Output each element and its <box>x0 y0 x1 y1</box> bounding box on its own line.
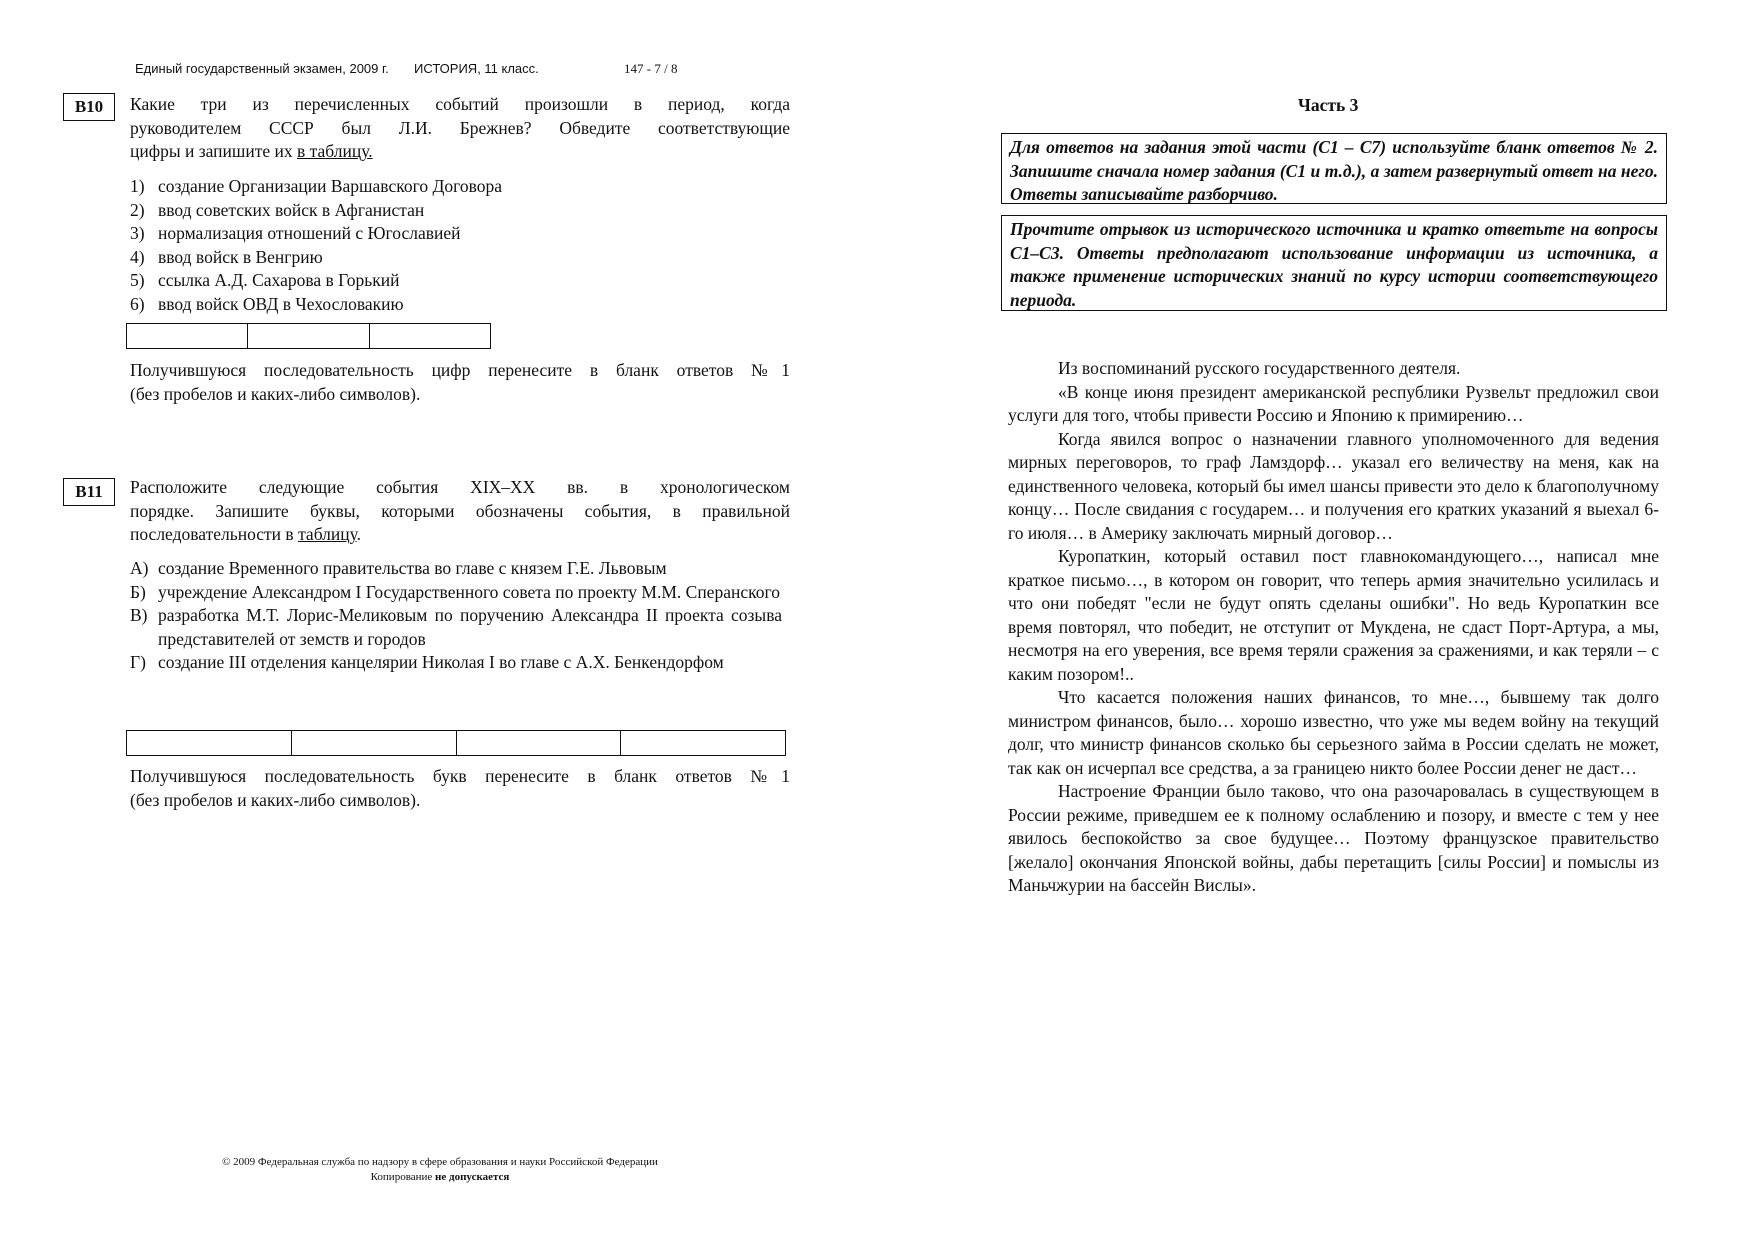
passage-paragraph: «В конце июня президент американской республики Рузвельт предложил свои услуги для того, чтобы привести Россию и Японию к примирению… <box>1008 381 1659 425</box>
answer-cell[interactable] <box>248 324 369 348</box>
option-text: создание Организации Варшавского Договора <box>158 176 503 196</box>
table-link: таблицу <box>298 524 357 544</box>
option-letter: Б) <box>130 581 146 602</box>
page-header <box>135 61 677 77</box>
question-label-b11: B11 <box>63 478 115 506</box>
passage-paragraph: Куропаткин, который оставил пост главнокомандующего…, написал мне краткое письмо…, в котором он говорит, что теперь армия значительно усилилась и что они победят "если не будут опять сделаны ошибки". Но ведь Куропаткин все время повторял, что победит, не отступит от Мукдена, не сдаст Порт-Артура, а мы, несмотря на его уверения, все время теряли сражения за сражениями, и как теряли – с каким позором!.. <box>1008 546 1659 684</box>
instruction-line: Получившуюся последовательность букв перенесите в бланк ответов №1 <box>130 766 790 786</box>
option-number: 5) <box>130 270 145 290</box>
question-b11-line: Расположите следующие события XIX–XX вв. в хронологическом <box>130 477 790 497</box>
question-b10-line: цифры и запишите их <box>130 141 297 161</box>
option-number: 1) <box>130 176 145 196</box>
option-item <box>130 581 782 605</box>
page-number: 147 - 7 / 8 <box>624 61 678 76</box>
copying-notice-text: Копирование <box>370 1171 436 1183</box>
passage-paragraph: Когда явился вопрос о назначении главного уполномоченного для ведения мирных переговоров, то граф Ламздорф… указал его величеству на меня, как на единственного человека, который бы имел шансы привести это дело к благополучному концу… После свидания с государем… и получения его кратких указаний я выехал 6-го июля… в Америку заключать мирный договор… <box>1008 428 1659 543</box>
instruction-line: (без пробелов и каких-либо символов). <box>130 383 421 404</box>
subject-title: ИСТОРИЯ, 11 класс. <box>414 61 539 76</box>
question-b11-line: последовательности в <box>130 524 299 544</box>
question-b10-line: Какие три из перечисленных событий произошли в период, когда <box>130 94 790 114</box>
question-b10-text <box>130 93 790 164</box>
copying-notice-bold: не допускается <box>435 1171 510 1183</box>
options-b11 <box>130 557 782 675</box>
option-item <box>130 199 780 223</box>
option-number: 2) <box>130 199 145 220</box>
option-item <box>130 269 780 293</box>
page-footer <box>150 1155 730 1185</box>
option-item <box>130 222 780 246</box>
option-letter: В) <box>130 605 148 625</box>
option-item <box>130 175 780 199</box>
instruction-line: (без пробелов и каких-либо символов). <box>130 789 421 810</box>
option-text: ссылка А.Д. Сахарова в Горький <box>158 270 400 290</box>
option-item <box>130 557 782 581</box>
option-text: ввод советских войск в Афганистан <box>158 199 425 220</box>
option-number: 4) <box>130 246 145 267</box>
option-letter: А) <box>130 558 149 578</box>
option-text: ввод войск в Венгрию <box>158 246 323 267</box>
copying-notice <box>150 1170 730 1185</box>
answer-cell[interactable] <box>457 731 622 755</box>
source-passage <box>1008 357 1659 898</box>
option-text: создание Временного правительства во главе с князем Г.Е. Львовым <box>158 558 667 578</box>
instruction-box-source: Прочтите отрывок из исторического источника и кратко ответьте на вопросы С1–С3. Ответы предполагают использование информации из источника, а также применение исторических знаний по курсу истории соответствующего периода. <box>1001 215 1667 311</box>
instruction-b11 <box>130 765 790 812</box>
question-b11-line: порядке. Запишите буквы, которыми обозначены события, в правильной <box>130 500 790 521</box>
option-item <box>130 246 780 270</box>
table-link: в таблицу. <box>297 141 373 161</box>
option-item <box>130 651 782 675</box>
question-label-b10: B10 <box>63 93 115 121</box>
instruction-b10 <box>130 359 790 406</box>
answer-cell[interactable] <box>292 731 457 755</box>
option-item <box>130 604 782 651</box>
question-b10-line: руководителем СССР был Л.И. Брежнев? Обведите соответствующие <box>130 117 790 138</box>
question-b11-text <box>130 476 790 547</box>
passage-paragraph: Что касается положения наших финансов, то мне…, бывшему так долго министром финансов, было… хорошо известно, что уже мы ведем войну на текущий долг, что министр финансов сколько бы серьезного займа в России сделать не может, так как он исчерпал все средства, а за границею никто более России денег не даст… <box>1008 687 1659 778</box>
passage-paragraph: Настроение Франции было таково, что она разочаровалась в существующем в России режиме, приведшем ее к полному ослаблению и позору, и вместе с тем у нее явилось беспокойство за свое будущее… Поэтому французское правительство [желало] окончания Японской войны, дабы перетащить [силы России] и помыслы из Маньчжурии на бассейн Вислы». <box>1008 781 1659 895</box>
options-b10 <box>130 175 780 316</box>
option-text: разработка М.Т. Лорис-Меликовым по поручению Александра II проекта созыва представителей от земств и городов <box>158 605 782 649</box>
part-title: Часть 3 <box>1298 95 1359 115</box>
option-letter: Г) <box>130 652 146 672</box>
answer-cell[interactable] <box>127 731 292 755</box>
option-text: учреждение Александром I Государственного совета по проекту М.М. Сперанского <box>158 581 780 602</box>
answer-cell[interactable] <box>127 324 248 348</box>
answer-cell[interactable] <box>370 324 490 348</box>
punctuation: . <box>356 524 361 544</box>
option-number: 6) <box>130 293 145 314</box>
option-text: создание III отделения канцелярии Николая I во главе с А.Х. Бенкендорфом <box>158 652 724 672</box>
option-text: ввод войск ОВД в Чехословакию <box>158 293 404 314</box>
answer-cell[interactable] <box>621 731 785 755</box>
instruction-line: Получившуюся последовательность цифр перенесите в бланк ответов №1 <box>130 360 790 380</box>
passage-source: Из воспоминаний русского государственного деятеля. <box>1058 358 1461 378</box>
option-number: 3) <box>130 223 145 243</box>
copyright-line: © 2009 Федеральная служба по надзору в сфере образования и науки Российской Федерации <box>222 1156 658 1168</box>
option-item <box>130 293 780 317</box>
instruction-box-answers: Для ответов на задания этой части (С1 – С7) используйте бланк ответов № 2. Запишите сначала номер задания (С1 и т.д.), а затем развернутый ответ на него. Ответы записывайте разборчиво. <box>1001 133 1667 204</box>
exam-title: Единый государственный экзамен, 2009 г. <box>135 61 389 76</box>
option-text: нормализация отношений с Югославией <box>158 223 461 243</box>
answer-table-b10 <box>126 323 491 349</box>
answer-table-b11 <box>126 730 786 756</box>
